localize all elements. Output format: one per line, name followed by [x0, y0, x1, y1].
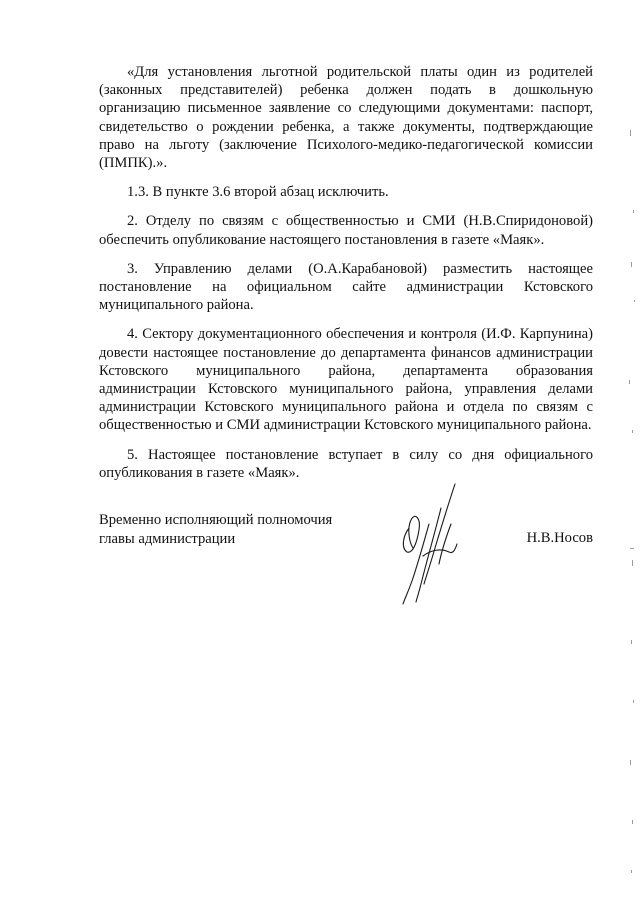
scan-edge-noise	[600, 0, 640, 905]
paragraph-1-3: 1.3. В пункте 3.6 второй абзац исключить.	[127, 184, 389, 201]
paragraph-4: 4. Сектору документационного обеспечения и контроля (И.Ф. Карпунина) довести настоящее постановление до департамента финансов администрации Кстовского муниципального района, департамента образования администрации Кстовского муниципального района, управления делами администрации Кстовского муниципального района и отдела по связям с общественностью и СМИ администрации Кстовского муниципального района.	[99, 326, 593, 434]
document-body	[99, 63, 593, 482]
signatory-title	[99, 511, 359, 548]
paragraph-childcare-fee: «Для установления льготной родительской платы один из родителей (законных представителей) ребенка должен подать в дошкольную организацию письменное заявление со следующими документами: паспорт, свидетельство о рождении ребенка, а также документы, подтверждающие право на льготу (заключение Психолого-медико-педагогической комиссии (ПМПК).».	[99, 64, 593, 172]
paragraph-2: 2. Отделу по связям с общественностью и СМИ (Н.В.Спиридоновой) обеспечить опубликование настоящего постановления в газете «Маяк».	[99, 213, 593, 248]
signatory-title-line-1: Временно исполняющий полномочия	[99, 512, 333, 528]
paragraph-3: 3. Управлению делами (О.А.Карабановой) разместить настоящее постановление на официальном сайте администрации Кстовского муниципального района.	[99, 260, 593, 314]
signatory-name: Н.В.Носов	[526, 530, 593, 546]
signatory-title-line-2: главы администрации	[99, 530, 236, 547]
handwritten-signature	[395, 478, 465, 610]
paragraph-5: 5. Настоящее постановление вступает в силу со дня официального опубликования в газете «Маяк».	[99, 446, 593, 481]
signature-block	[99, 511, 593, 611]
